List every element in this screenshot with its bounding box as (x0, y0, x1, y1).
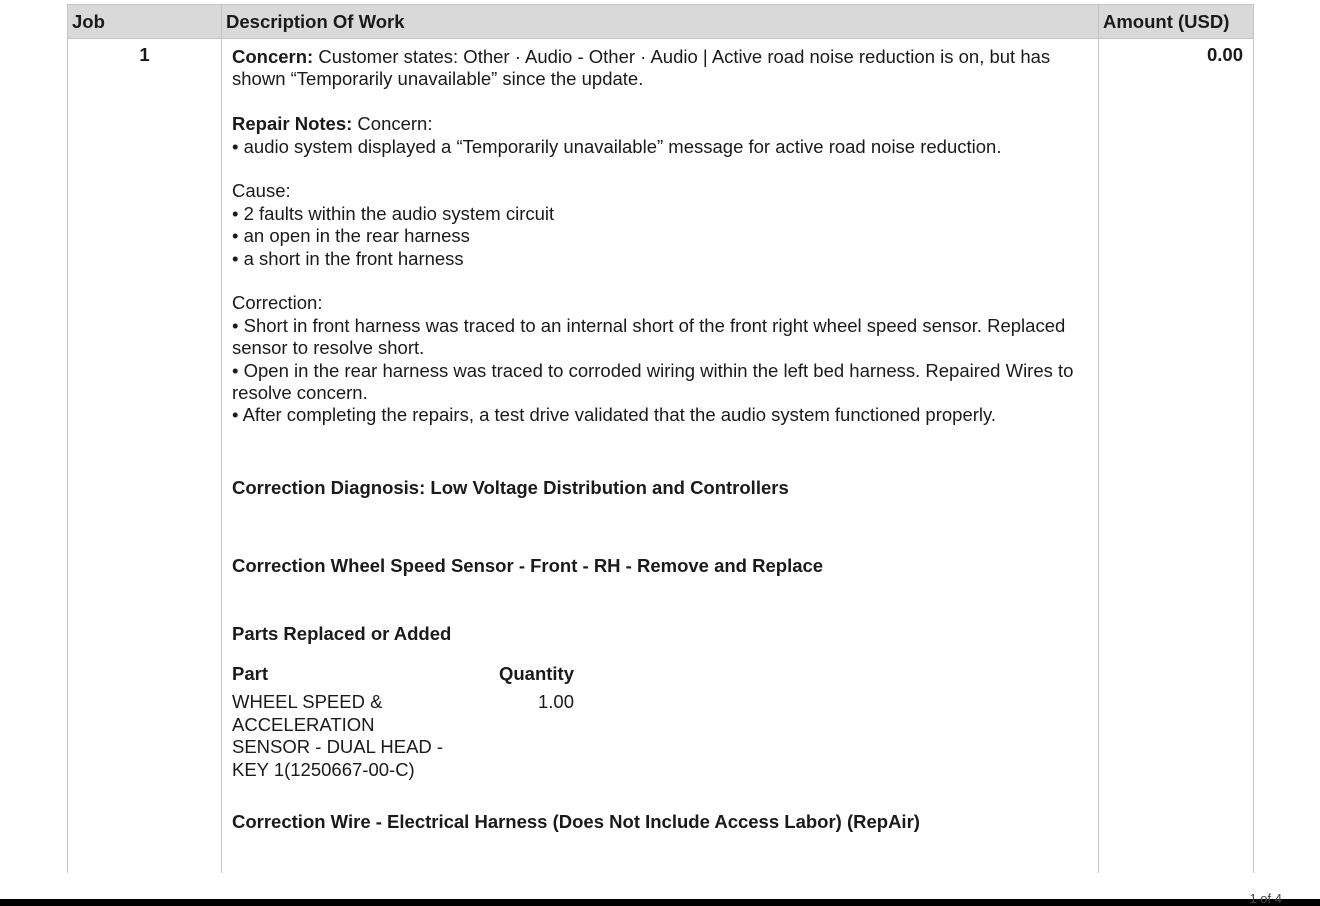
correction-wire: Correction Wire - Electrical Harness (Does Not Include Access Labor) (RepAir) (232, 811, 920, 833)
correction-item: • After completing the repairs, a test drive validated that the audio system functioned properly. (232, 404, 997, 426)
header-job: Job (68, 5, 222, 39)
part-name: WHEEL SPEED & ACCELERATION SENSOR - DUAL HEAD - KEY 1(1250667-00-C) (232, 691, 444, 780)
parts-table (232, 663, 1084, 781)
parts-header-part: Part (232, 663, 268, 685)
repair-notes-title: Concern: (357, 113, 433, 135)
correction-diagnosis: Correction Diagnosis: Low Voltage Distribution and Controllers (232, 476, 789, 498)
repair-notes-item: • audio system displayed a “Temporarily unavailable” message for active road noise reduction. (232, 135, 1002, 157)
job-amount: 0.00 (1099, 39, 1254, 874)
concern-label: Concern: (232, 46, 314, 67)
cause-item: • 2 faults within the audio system circuit (232, 202, 555, 224)
header-description: Description Of Work (222, 5, 1099, 39)
table-header-row (68, 5, 1254, 39)
repair-notes-heading (232, 113, 1084, 135)
concern-text: Customer states: Other · Audio - Other · Audio | Active road noise reduction is on, but has shown “Temporarily unavailable” since the update. (232, 46, 1051, 90)
part-quantity: 1.00 (537, 691, 574, 713)
parts-title: Parts Replaced or Added (232, 622, 452, 644)
parts-row (232, 691, 1084, 781)
concern-paragraph (232, 46, 1084, 91)
repair-notes-label: Repair Notes: (232, 113, 353, 135)
job-description (222, 39, 1099, 874)
correction-item: • Short in front harness was traced to an internal short of the front right wheel speed sensor. Replaced sensor to resolve short. (232, 314, 1066, 359)
job-table (67, 4, 1254, 873)
correction-title: Correction: (232, 292, 323, 314)
table-row (68, 39, 1254, 874)
cause-title: Cause: (232, 180, 291, 202)
parts-header-quantity: Quantity (498, 663, 574, 685)
job-number: 1 (68, 39, 222, 874)
parts-header-row (232, 663, 1084, 685)
correction-item: • Open in the rear harness was traced to corroded wiring within the left bed harness. Repaired Wires to resolve concern. (232, 359, 1074, 404)
page-number: 1 of 4 (1249, 891, 1282, 906)
cause-item: • an open in the rear harness (232, 225, 470, 247)
page-footer (0, 873, 1320, 899)
header-amount: Amount (USD) (1099, 5, 1254, 39)
cause-item: • a short in the front harness (232, 247, 464, 269)
correction-wheel-sensor: Correction Wheel Speed Sensor - Front - RH - Remove and Replace (232, 555, 824, 577)
